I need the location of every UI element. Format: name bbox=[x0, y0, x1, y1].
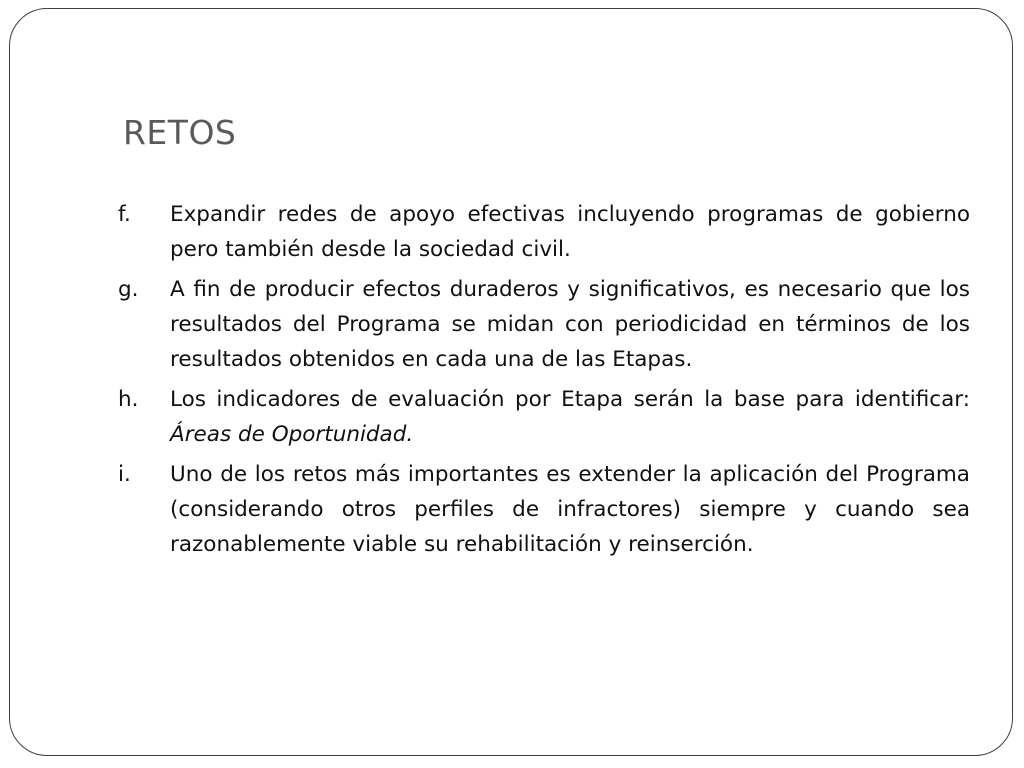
list-item-f bbox=[118, 197, 970, 267]
list-item-g bbox=[118, 272, 970, 377]
retos-list bbox=[118, 197, 970, 567]
list-item-text: Uno de los retos más importantes es extender la aplicación del Programa (considerando otros perfiles de infractores) siempre y cuando sea razonablemente viable su rehabilitación y reinserción. bbox=[170, 462, 970, 557]
slide-frame bbox=[9, 8, 1013, 756]
list-item-text-plain: Los indicadores de evaluación por Etapa serán la base para identificar: bbox=[170, 387, 970, 412]
list-marker: g. bbox=[118, 277, 139, 302]
list-item-text: Expandir redes de apoyo efectivas incluyendo programas de gobierno pero también desde la sociedad civil. bbox=[170, 202, 970, 262]
list-marker: i. bbox=[118, 462, 131, 487]
list-item-text: A fin de producir efectos duraderos y significativos, es necesario que los resultados del Programa se midan con periodicidad en términos de los resultados obtenidos en cada una de las Etapas. bbox=[170, 277, 970, 372]
list-item-i bbox=[118, 457, 970, 562]
list-item-text bbox=[170, 382, 970, 452]
list-marker: f. bbox=[118, 202, 131, 227]
list-item-h bbox=[118, 382, 970, 452]
slide-title: RETOS bbox=[123, 113, 237, 152]
list-item-text-emphasis: Áreas de Oportunidad. bbox=[170, 422, 414, 447]
list-marker: h. bbox=[118, 387, 139, 412]
